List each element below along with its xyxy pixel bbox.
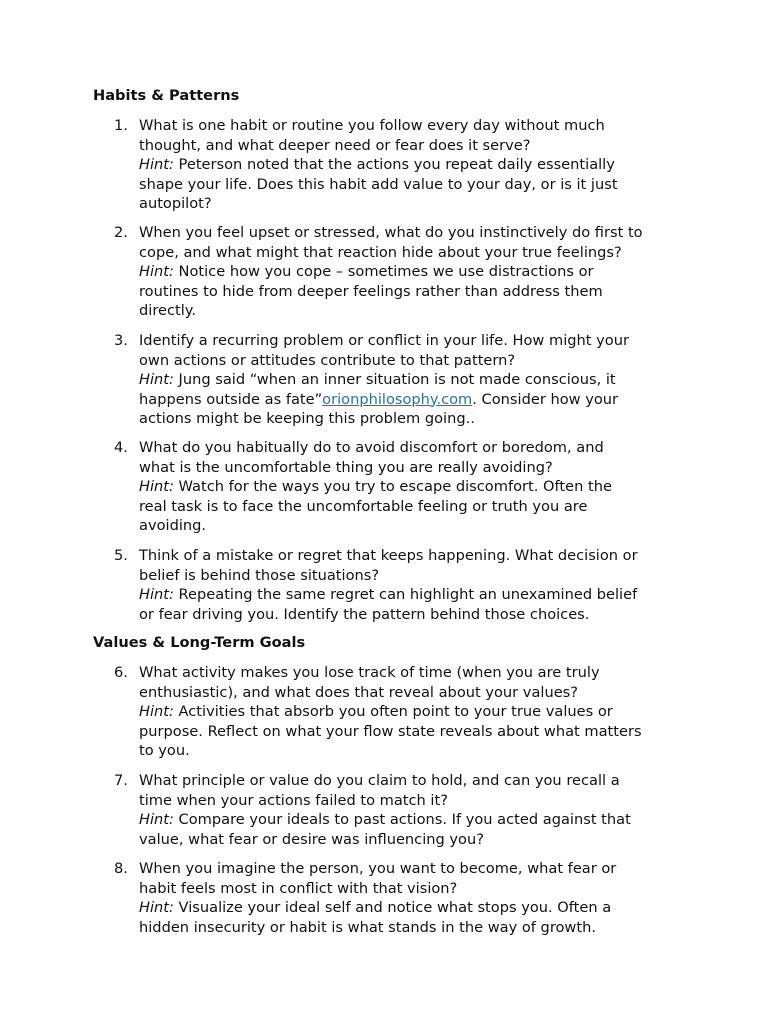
hint-line: shape your life. Does this habit add value to your day, or is it just xyxy=(139,175,618,193)
item-body xyxy=(139,771,684,849)
hint-text: Visualize your ideal self and notice what stops you. Often a xyxy=(173,899,612,916)
question-line: Identify a recurring problem or conflict in your life. How might your xyxy=(139,332,629,349)
item-body xyxy=(139,116,684,214)
question-line: When you feel upset or stressed, what do you instinctively do first to xyxy=(139,224,643,241)
question-line: When you imagine the person, you want to become, what fear or xyxy=(139,860,617,877)
hint-line xyxy=(139,702,684,722)
hint-text: Watch for the ways you try to escape discomfort. Often the xyxy=(173,478,612,495)
hint-line xyxy=(139,585,684,605)
question-line: enthusiastic), and what does that reveal about your values? xyxy=(139,683,579,701)
hint-line: hidden insecurity or habit is what stands in the way of growth. xyxy=(139,918,596,936)
question-line: What principle or value do you claim to hold, and can you recall a xyxy=(139,772,620,789)
item-number: 1. xyxy=(114,117,128,134)
hint-text: Repeating the same regret can highlight an unexamined belief xyxy=(173,586,638,603)
question-line: Think of a mistake or regret that keeps happening. What decision or xyxy=(139,547,638,564)
hint-text: Jung said “when an inner situation is not made conscious, it xyxy=(173,371,616,388)
item-body xyxy=(139,859,684,937)
item-number: 4. xyxy=(114,439,128,456)
hint-label: Hint: xyxy=(139,811,174,828)
question-line: cope, and what might that reaction hide about your true feelings? xyxy=(139,243,622,261)
hint-line: avoiding. xyxy=(139,517,207,534)
item-body xyxy=(139,223,684,321)
hint-line xyxy=(139,390,684,410)
hint-label: Hint: xyxy=(139,371,174,388)
hint-line xyxy=(139,898,684,918)
item-number: 6. xyxy=(114,664,128,681)
question-line: own actions or attitudes contribute to that pattern? xyxy=(139,351,516,369)
item-number: 2. xyxy=(114,224,128,241)
question-line: habit feels most in conflict with that vision? xyxy=(139,879,458,897)
hint-line: actions might be keeping this problem going.. xyxy=(139,410,475,427)
hint-text: Compare your ideals to past actions. If you acted against that xyxy=(173,811,631,828)
hint-line: directly. xyxy=(139,302,196,319)
hint-line xyxy=(139,155,684,175)
hint-label: Hint: xyxy=(139,478,174,495)
hint-text: happens outside as fate” xyxy=(139,390,323,408)
section-heading-habits-patterns: Habits & Patterns xyxy=(93,87,240,104)
hint-line: to you. xyxy=(139,742,190,759)
hint-line xyxy=(139,262,684,282)
hint-text: Activities that absorb you often point to your true values or xyxy=(173,703,613,720)
hint-label: Hint: xyxy=(139,263,174,280)
question-line: belief is behind those situations? xyxy=(139,566,380,584)
item-number: 7. xyxy=(114,772,128,789)
item-body xyxy=(139,663,684,761)
question-line: time when your actions failed to match it? xyxy=(139,791,448,809)
hint-label: Hint: xyxy=(139,586,174,603)
hint-line xyxy=(139,370,684,390)
hint-text: . Consider how your xyxy=(472,390,619,408)
hint-line: purpose. Reflect on what your flow state reveals about what matters xyxy=(139,722,642,740)
item-number: 3. xyxy=(114,332,128,349)
hint-text: Peterson noted that the actions you repeat daily essentially xyxy=(173,156,615,173)
orionphilosophy-link[interactable]: orionphilosophy.com xyxy=(322,390,473,408)
hint-line: value, what fear or desire was influencing you? xyxy=(139,830,484,848)
hint-line xyxy=(139,810,684,830)
question-line: What is one habit or routine you follow every day without much xyxy=(139,117,605,134)
hint-line: autopilot? xyxy=(139,195,212,212)
hint-text: Notice how you cope – sometimes we use distractions or xyxy=(173,263,594,280)
question-line: What do you habitually do to avoid discomfort or boredom, and xyxy=(139,439,604,456)
question-line: What activity makes you lose track of time (when you are truly xyxy=(139,664,600,681)
hint-label: Hint: xyxy=(139,156,174,173)
hint-line xyxy=(139,477,684,497)
item-body xyxy=(139,546,684,624)
section-heading-values-goals: Values & Long-Term Goals xyxy=(93,634,306,651)
item-body xyxy=(139,438,684,536)
item-number: 8. xyxy=(114,860,128,877)
item-number: 5. xyxy=(114,547,128,564)
item-body xyxy=(139,331,684,429)
hint-line: real task is to face the uncomfortable feeling or truth you are xyxy=(139,497,588,515)
hint-label: Hint: xyxy=(139,899,174,916)
question-line: thought, and what deeper need or fear does it serve? xyxy=(139,136,531,154)
hint-line: routines to hide from deeper feelings rather than address them xyxy=(139,282,603,300)
hint-label: Hint: xyxy=(139,703,174,720)
hint-line: or fear driving you. Identify the pattern behind those choices. xyxy=(139,605,590,623)
question-line: what is the uncomfortable thing you are really avoiding? xyxy=(139,458,553,476)
